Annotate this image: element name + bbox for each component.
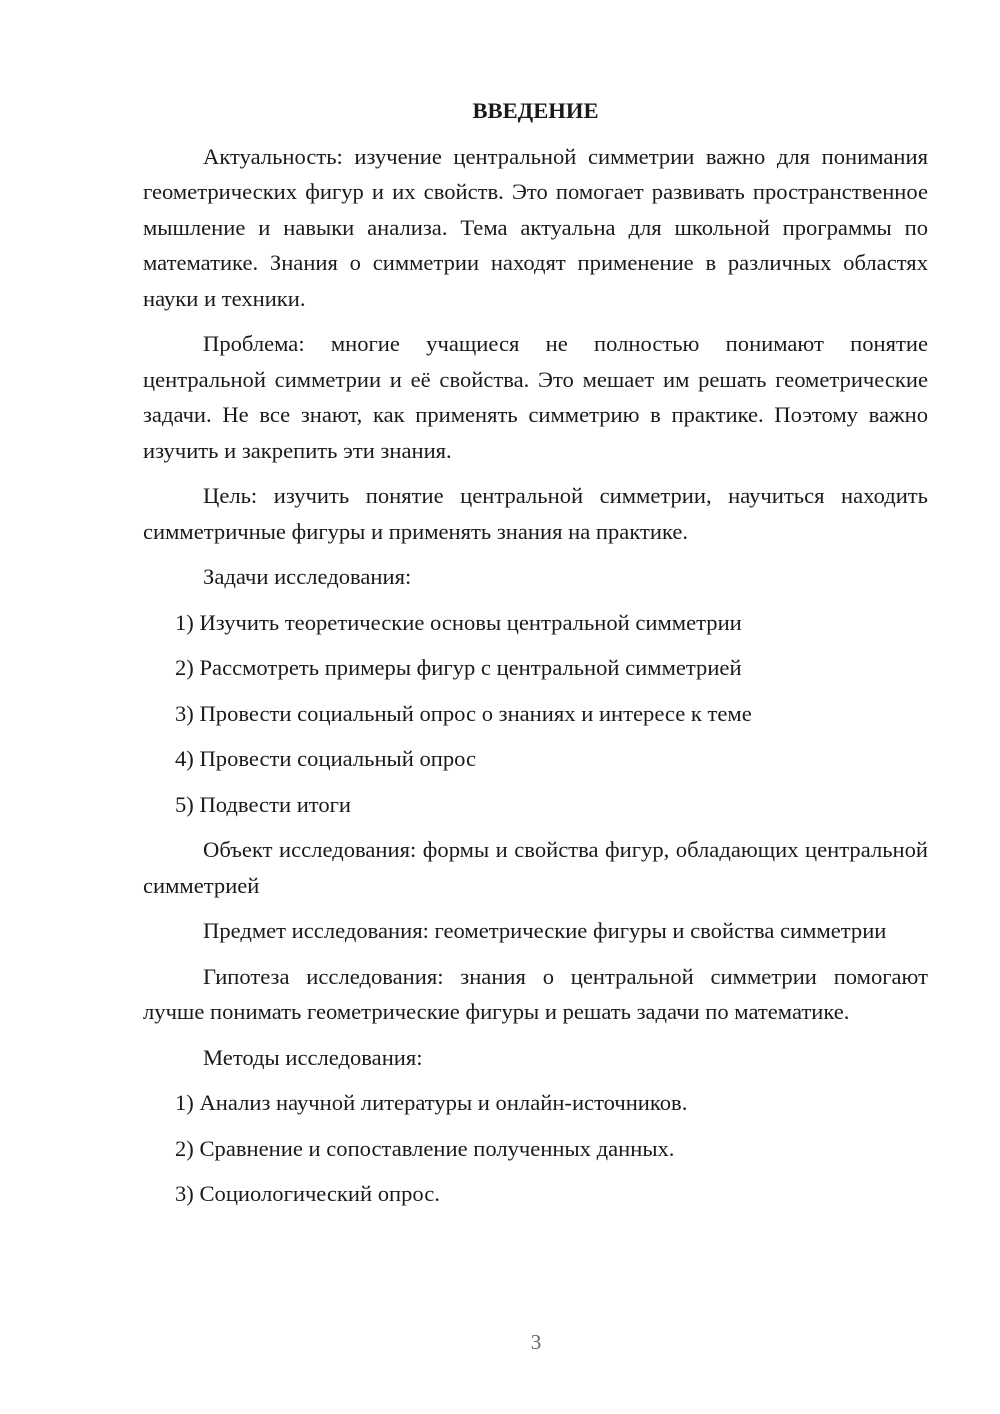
methods-heading: Методы исследования: [203,1044,423,1070]
task-item: 5) Подвести итоги [175,791,352,817]
subject-paragraph: Предмет исследования: геометрические фигуры и свойства симметрии [203,918,887,943]
goal-paragraph: Цель: изучить понятие центральной симметрии, научиться находить симметричные фигуры и применять знания на практике. [143,483,928,544]
method-item: 2) Сравнение и сопоставление полученных данных. [175,1135,675,1161]
hypothesis-paragraph: Гипотеза исследования: знания о центральной симметрии помогают лучше понимать геометрические фигуры и решать задачи по математике. [143,963,928,1024]
method-item: 1) Анализ научной литературы и онлайн-источников. [175,1090,688,1115]
section-title: ВВЕДЕНИЕ [472,98,599,123]
tasks-heading: Задачи исследования: [203,564,412,589]
page-content [143,93,928,1222]
methods-list [143,1085,928,1212]
task-item: 3) Провести социальный опрос о знаниях и интересе к теме [175,700,752,726]
method-item: 3) Социологический опрос. [175,1181,440,1206]
relevance-paragraph: Актуальность: изучение центральной симметрии важно для понимания геометрических фигур и их свойств. Это помогает развивать пространственное мышление и навыки анализа. Тема актуальна для школьной программы по математике. Знания о симметрии находят применение в различных областях науки и техники. [143,143,928,311]
task-item: 4) Провести социальный опрос [175,746,477,771]
task-item: 1) Изучить теоретические основы центральной симметрии [175,609,742,635]
tasks-list [143,605,928,823]
object-paragraph: Объект исследования: формы и свойства фигур, обладающих центральной симметрией [143,837,928,898]
task-item: 2) Рассмотреть примеры фигур с центральной симметрией [175,655,742,680]
problem-paragraph: Проблема: многие учащиеся не полностью понимают понятие центральной симметрии и её свойства. Это мешает им решать геометрические задачи. Не все знают, как применять симметрию в практике. Поэтому важно изучить и закрепить эти знания. [143,331,928,463]
page-number: 3 [530,1330,542,1354]
